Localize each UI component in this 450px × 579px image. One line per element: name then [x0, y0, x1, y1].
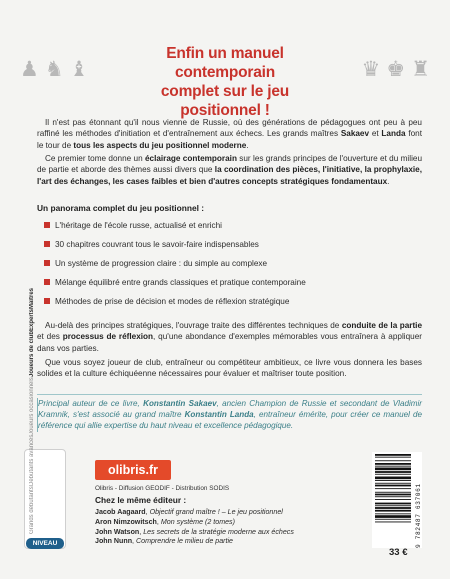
- barcode-bar: [375, 466, 411, 467]
- barcode-bar: [375, 457, 411, 458]
- barcode-bar: [375, 454, 411, 456]
- list-item: Aron Nimzowitsch, Mon système (2 tomes): [95, 517, 235, 526]
- king-icon: ♚: [386, 57, 406, 81]
- list-item: 30 chapitres couvrant tous le savoir-faire indispensables: [44, 239, 414, 258]
- barcode-bar: [375, 519, 411, 520]
- tome-paragraph: Ce premier tome donne un éclairage contemporain sur les grands principes de l'ouverture et du milieu de partie et aborde des thèmes aussi divers que la coordination des pièces, l'initiative, la prophylaxie, l'art des échanges, les cases faibles et bien d'autres concepts stratégiques fondamentaux.: [37, 154, 422, 186]
- bishop-icon: ♝: [69, 57, 89, 81]
- level-label: Joueurs occasionnels: [29, 377, 35, 435]
- level-label: Grands débutants: [29, 486, 35, 534]
- price: 33 €: [389, 547, 408, 558]
- chess-pieces-left: [20, 58, 88, 80]
- level-label: Débutants avancés: [29, 434, 35, 487]
- techniques-paragraph: Au-delà des principes stratégiques, l'ouvrage traite des différentes techniques de conduite de la partie et des processus de réflexion, qu'une abondance d'exemples mémorables vous entraînera à appliquer dans vos parties.: [37, 321, 422, 353]
- square-bullet-icon: [44, 241, 50, 247]
- header: [0, 44, 450, 119]
- distribution-line: Olibris - Diffusion GEODIF - Distribution SODIS: [95, 485, 230, 492]
- barcode-bar: [375, 483, 411, 484]
- barcode-bar: [375, 505, 411, 506]
- intro-paragraph: Il n'est pas étonnant qu'il nous vienne de Russie, où des générations de pédagogues ont peu à peu raffiné les méthodes d'initiation et d'entraînement aux échecs. Les grands maîtres Sakaev et Landa font le tour de tous les aspects du jeu positionnel moderne.: [37, 118, 422, 150]
- divider: [37, 394, 422, 395]
- panorama-title: Un panorama complet du jeu positionnel :: [37, 203, 205, 213]
- barcode-bar: [375, 492, 411, 493]
- barcode-bar: [375, 471, 411, 473]
- barcode-bar: [375, 515, 411, 518]
- barcode-bar: [375, 496, 411, 497]
- barcode-bar: [375, 488, 411, 489]
- level-label-active: Maîtres: [29, 288, 35, 310]
- barcode-bar: [375, 513, 411, 514]
- headline-line-2: complet sur le jeu positionnel !: [160, 83, 290, 119]
- queen-icon: ♛: [361, 57, 381, 81]
- square-bullet-icon: [44, 222, 50, 228]
- barcode-bar: [375, 510, 411, 512]
- same-editor-title: Chez le même éditeur :: [95, 495, 187, 505]
- barcode-bar: [375, 474, 411, 475]
- list-item: Méthodes de prise de décision et modes de réflexion stratégique: [44, 296, 414, 315]
- list-item: L'héritage de l'école russe, actualisé et enrichi: [44, 220, 414, 239]
- chess-pieces-right: [362, 58, 430, 80]
- barcode-bars: [372, 452, 414, 548]
- barcode-bar: [375, 503, 411, 505]
- knight-icon: ♞: [44, 57, 64, 81]
- author-note: Principal auteur de ce livre, Konstantin Sakaev, ancien Champion de Russie et secondant de Vladimir Kramnik, s'est associé au grand maître Konstantin Landa, entraîneur émérite, pour créer ce manuel de référence qui allie expertise du haut niveau et excellence pédagogique.: [38, 399, 423, 431]
- list-item: John Watson, Les secrets de la stratégie moderne aux échecs: [95, 527, 294, 536]
- rook-icon: ♜: [411, 57, 430, 81]
- square-bullet-icon: [44, 260, 50, 266]
- square-bullet-icon: [44, 279, 50, 285]
- niveau-pill: NIVEAU: [26, 538, 64, 549]
- headline-line-1: Enfin un manuel contemporain: [166, 45, 284, 81]
- barcode-bar: [375, 463, 411, 465]
- pawn-icon: ♟: [20, 57, 39, 81]
- barcode-bar: [375, 480, 411, 481]
- barcode-bar: [375, 522, 411, 523]
- level-labels: [29, 288, 61, 534]
- list-item: Mélange équilibré entre grands classiques et pratique contemporaine: [44, 277, 414, 296]
- level-label-active: Joueurs de club: [29, 331, 35, 378]
- level-label-active: Experts: [29, 309, 35, 332]
- publisher-logo: olibris.fr: [95, 460, 171, 480]
- list-item: John Nunn, Comprendre le milieu de partie: [95, 537, 233, 546]
- feature-list: [44, 220, 414, 315]
- barcode-bar: [375, 499, 411, 500]
- barcode-number: 9 782487 637061: [415, 483, 422, 548]
- same-editor-list: [95, 508, 365, 547]
- barcode-bar: [375, 460, 411, 461]
- level-badge: [24, 288, 66, 549]
- barcode-bar: [375, 477, 411, 480]
- audience-paragraph: Que vous soyez joueur de club, entraîneur ou compétiteur ambitieux, ce livre vous donnera les bases solides et la culture échiquéenne nécessaires pour évaluer et maîtriser toute position.: [37, 358, 422, 379]
- barcode-bar: [375, 507, 411, 509]
- headline: [120, 44, 330, 120]
- list-item: Un système de progression claire : du simple au complexe: [44, 258, 414, 277]
- barcode-bar: [375, 494, 411, 496]
- barcode-bar: [375, 468, 411, 471]
- barcode-bar: [375, 485, 411, 487]
- list-item: Jacob Aagaard, Objectif grand maître ! – Le jeu positionnel: [95, 508, 283, 516]
